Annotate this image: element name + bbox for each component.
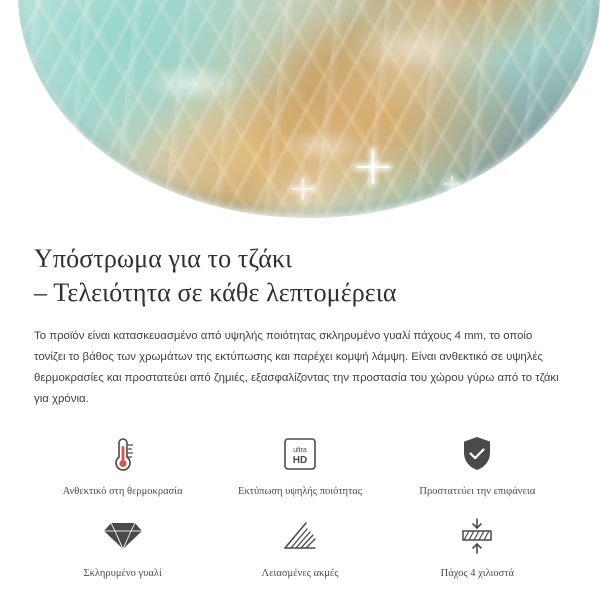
- page-title: [34, 242, 566, 310]
- feature-item: [389, 514, 566, 580]
- feature-label: Ανθεκτικό στη θερμοκρασία: [62, 485, 183, 497]
- feature-label: Πάχος 4 χιλιοστά: [440, 568, 514, 580]
- feature-grid: [34, 432, 566, 580]
- description-paragraph: Το προϊόν είναι κατασκευασμένο από υψηλής ποιότητας σκληρυμένο γυαλί πάχους 4 mm, το οποίο τονίζει το βάθος των χρωμάτων της εκτύπωσης και παρέχει κομψή λάμψη. Είναι ανθεκτικό σε υψηλές θερμοκρασίες και προστατεύει από ζημιές, εξασφαλίζοντας την προστασία του χώρου γύρω από το τζάκι για χρόνια.: [34, 329, 559, 405]
- feature-label: Σκληρυμένο γυαλί: [83, 568, 162, 580]
- feature-item: [389, 432, 566, 498]
- feature-item: [34, 432, 211, 498]
- svg-text:HD: HD: [292, 454, 308, 466]
- feature-label: Λειασμένες ακμές: [261, 568, 339, 580]
- thermometer-icon: [108, 432, 138, 476]
- svg-text:ultra: ultra: [293, 446, 307, 454]
- feature-item: [211, 514, 388, 580]
- diamond-icon: [103, 514, 143, 558]
- feature-label: Εκτύπωση υψηλής ποιότητας: [238, 485, 362, 497]
- feature-label: Προστατεύει την επιφάνεια: [419, 485, 536, 497]
- page-title-line1: Υπόστρωμα για το τζάκι: [34, 244, 293, 273]
- ultra-hd-icon: [281, 432, 319, 476]
- feature-item: [34, 514, 211, 580]
- thickness-icon: [457, 514, 497, 558]
- hero-image: [0, 0, 600, 218]
- marble-glass-board-image: [18, 0, 600, 218]
- page-title-line2: – Τελειότητα σε κάθε λεπτομέρεια: [34, 277, 397, 307]
- content-area: [0, 218, 600, 580]
- polished-edges-icon: [281, 514, 319, 558]
- marble-highlight-overlay: [18, 0, 600, 218]
- feature-item: [211, 432, 388, 498]
- shield-check-icon: [459, 432, 495, 476]
